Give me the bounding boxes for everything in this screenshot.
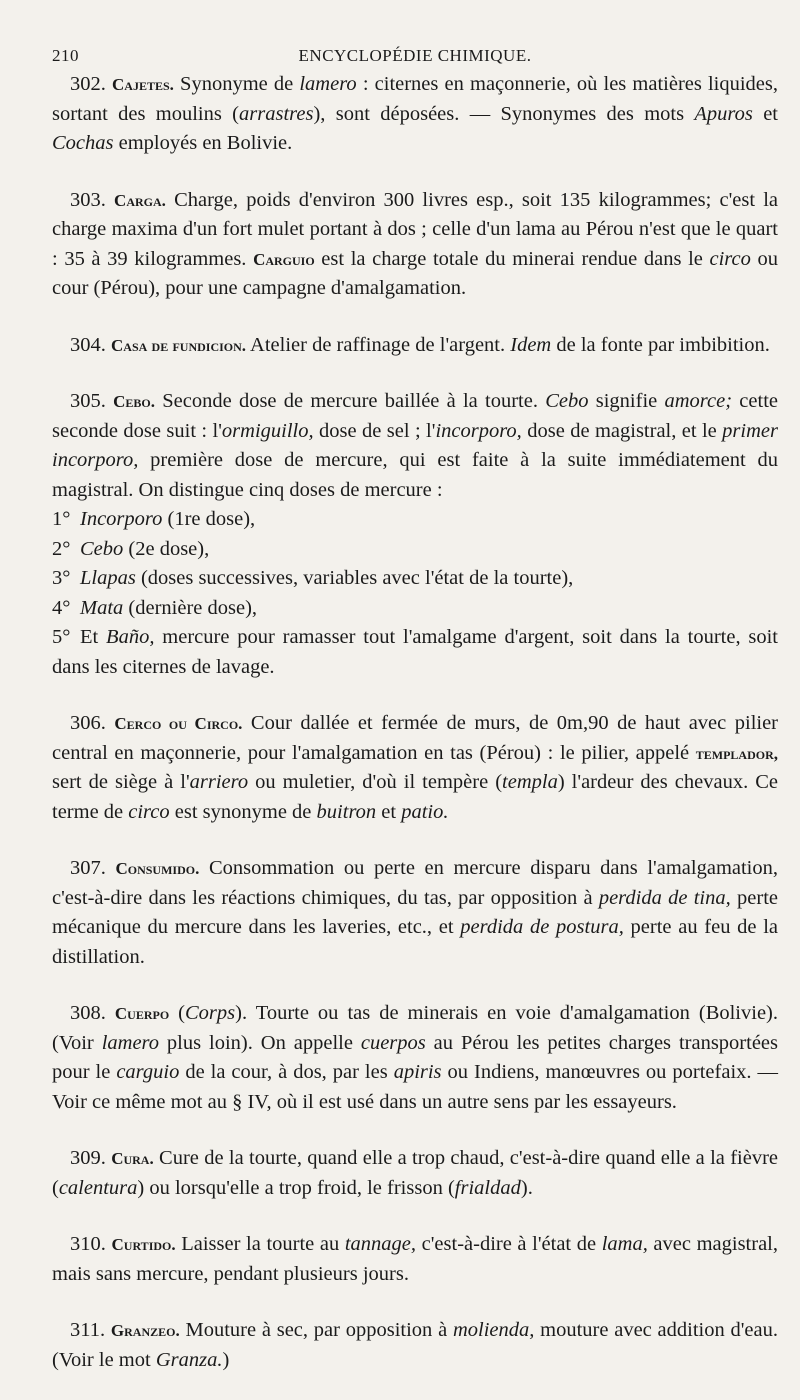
entry-text: : citernes en maçonnerie, où les matières liquides, sortant des moulins ( [52,73,779,125]
entry-number: 310. [70,1233,106,1255]
entry-text: plus loin). On appelle [159,1031,361,1054]
entry-text: cette seconde dose suit : l' [52,390,778,442]
list-term: Mata [80,596,124,619]
entry-text: Mouture à sec, par opposition à [179,1319,453,1341]
list-item [52,564,778,594]
entry-text: Seconde dose de mercure baillée à la tourte. [155,390,546,412]
entry-number: 305. [70,390,106,412]
list-text: (1re dose), [162,508,256,530]
entry-italic: Cebo [545,390,589,412]
entry-italic: Cochas [52,132,114,154]
entry-305 [52,387,778,682]
list-term: Incorporo [80,508,163,530]
list-ordinal: 2° [52,537,71,560]
entry-italic: arrastres [239,102,314,125]
entry-text: est la charge totale du minerai rendue dans le [314,247,710,270]
entry-term: Carga. [114,190,166,210]
list-ordinal: 4° [52,596,71,619]
list-term: Baño, [106,626,155,648]
entry-italic: circo [128,800,170,823]
entry-text: ) ou lorsqu'elle a trop froid, le frisson ( [137,1176,455,1199]
entry-italic: lama, [601,1233,648,1255]
entry-text: Charge, poids d'environ 300 livres esp., soit 135 kilogrammes; c'est la charge maxima d'un fort mulet portant à dos ; celle d'un lama au Pérou n'est que le quart : 35 à 39 kilogrammes. [52,188,778,270]
dose-list [52,505,778,682]
entry-number: 307. [70,857,106,879]
entry-text: sert de siège à l' [52,771,190,793]
entry-subterm: templador, [695,743,778,763]
entry-italic: lamero [101,1031,160,1054]
running-header [52,40,778,70]
entry-text: perte mécanique du mercure dans les laveries, etc., et [52,886,778,938]
list-item [52,535,778,565]
entry-italic: cuerpos [360,1031,426,1054]
list-ordinal: 1° [52,508,71,530]
entry-text: dose de sel ; l' [313,419,436,442]
entry-text: ou Indiens, manœuvres ou portefaix. — Voir ce même mot au § IV, où il est usé dans un autre sens par les essayeurs. [52,1061,778,1113]
entry-italic: templa [502,771,558,793]
entry-text: ) l'ardeur des chevaux. Ce terme de [52,771,778,823]
entry-term: Cuerpo [114,1004,170,1023]
entry-311 [52,1316,778,1375]
running-title: ENCYCLOPÉDIE CHIMIQUE. [298,46,532,65]
entry-309 [52,1144,778,1203]
list-item [52,505,778,535]
list-ordinal: 3° [52,567,71,589]
entry-italic: perdida de tina, [598,886,731,909]
list-item [52,623,778,682]
entry-term: Casa de fundicion. [111,335,247,355]
list-text: (dernière dose), [123,596,258,619]
entry-number: 302. [70,73,106,95]
entry-text: ), sont déposées. — Synonymes des mots [313,102,695,125]
entry-number: 303. [70,188,106,211]
entry-term: Cajetes. [112,75,174,94]
entry-307 [52,854,778,972]
list-text: (2e dose), [123,537,210,560]
entry-term: Granzeo. [110,1321,180,1340]
entry-italic: perdida de postura, [460,916,624,938]
list-ordinal: 5° [52,626,71,648]
entry-subterm: Carguio [253,249,315,269]
entry-text: ou muletier, d'où il tempère ( [248,771,503,793]
entry-italic: molienda, [452,1319,535,1341]
entry-italic: arriero [189,771,249,793]
page-number: 210 [52,46,79,65]
list-item [52,594,778,624]
entry-italic: circo [709,247,751,270]
entry-304 [52,331,778,361]
entry-italic: buitron [316,800,377,823]
entry-text: perte au feu de la distillation. [52,916,779,968]
entry-term: Cura. [111,1149,154,1168]
entry-number: 308. [70,1002,106,1024]
entry-number: 306. [70,712,106,734]
entry-text: mouture avec addition d'eau. (Voir le mot [52,1319,779,1371]
entry-italic: ormiguillo, [221,419,314,442]
entry-text: ) [222,1348,230,1371]
entry-303 [52,186,778,304]
entry-italic: tannage, [344,1233,417,1255]
entry-italic: Granza. [155,1348,223,1371]
entry-text: Cour dallée et fermée de murs, de 0m,90 de haut avec pilier central en maçonnerie, pour l'amalgamation en tas (Pérou) : le pilier, appelé [52,712,779,764]
entry-310 [52,1230,778,1289]
entry-text: Cure de la tourte, quand elle a trop chaud, c'est-à-dire quand elle a la fièvre ( [52,1147,778,1199]
entry-text: Atelier de raffinage de l'argent. [246,333,511,356]
entry-text: Synonyme de [173,73,300,95]
entry-italic: lamero [299,73,357,95]
list-text: (doses successives, variables avec l'état de la tourte), [135,567,574,589]
entry-text: de la cour, à dos, par les [179,1061,394,1083]
entry-italic: carguio [116,1061,180,1083]
list-text: mercure pour ramasser tout l'amalgame d'argent, soit dans la tourte, soit dans les citernes de lavage. [52,626,779,678]
entry-text: ). [520,1176,533,1199]
entry-text: Consommation ou perte en mercure disparu dans l'amalgamation, c'est-à-dire dans les réactions chimiques, du tas, par opposition à [52,857,779,909]
entry-text: est synonyme de [169,800,317,823]
entry-italic: incorporo, [435,419,522,442]
entry-term: Cebo. [113,392,155,411]
entry-308 [52,999,778,1117]
entry-text: Laisser la tourte au [175,1233,345,1255]
entry-italic: Apuros [694,102,753,125]
entry-term: Curtido. [111,1235,176,1254]
entry-italic: amorce; [664,390,733,412]
entry-italic: apiris [393,1061,442,1083]
entry-text: avec magistral, mais sans mercure, pendant plusieurs jours. [52,1233,778,1285]
entry-text: c'est-à-dire à l'état de [416,1233,602,1255]
list-term: Llapas [80,567,136,589]
entry-text: ). Tourte ou tas de minerais en voie d'amalgamation (Bolivie). (Voir [52,1002,779,1054]
entry-302 [52,70,778,159]
entry-text: de la fonte par imbibition. [551,333,770,356]
entry-number: 311. [70,1319,106,1341]
entry-term: Consumido. [115,859,200,878]
entry-text: première dose de mercure, qui est faite à la suite immédiatement du magistral. On distingue cinq doses de mercure : [52,449,778,501]
entry-number: 309. [70,1147,106,1169]
entry-number: 304. [70,333,106,356]
entry-text: et [376,800,402,823]
entry-italic: patio. [401,800,449,823]
entry-text: au Pérou les petites charges transportées pour le [52,1031,778,1083]
entry-text: ( [169,1002,185,1024]
entry-text: dose de magistral, et le [521,419,723,442]
entry-text: ou cour (Pérou), pour une campagne d'amalgamation. [52,247,778,299]
entry-italic: Idem [510,333,552,356]
list-term: Cebo [80,537,124,560]
list-prefix: Et [80,626,107,648]
entry-italic: calentura [58,1176,138,1199]
entry-text: employés en Bolivie. [113,132,293,154]
entry-italic: primer incorporo, [52,419,778,471]
entry-italic: Corps [185,1002,236,1024]
entry-text: signifie [588,390,665,412]
entry-306 [52,709,778,827]
entry-term: Cerco ou Circo. [114,714,243,733]
entry-text: et [752,102,779,125]
entry-italic: frialdad [454,1176,521,1199]
